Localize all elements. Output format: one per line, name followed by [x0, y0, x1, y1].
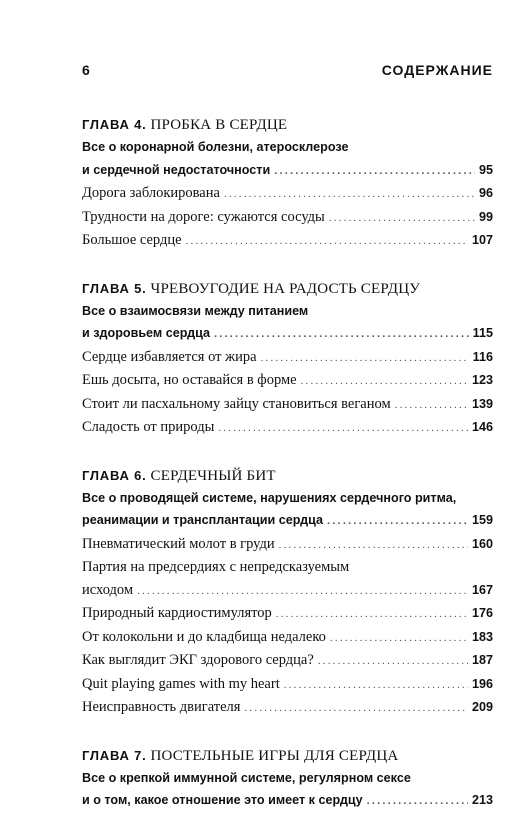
dot-leader — [261, 347, 469, 370]
entry-text: Дорога заблокирована — [82, 185, 220, 201]
toc-chapter — [82, 278, 493, 440]
chapter-summary-line — [82, 136, 493, 159]
entry-text: Пневматический молот в груди — [82, 535, 275, 552]
dot-leader — [395, 394, 468, 417]
page-ref: 167 — [471, 582, 493, 597]
chapter-summary-line — [82, 509, 493, 533]
toc-entry[interactable] — [82, 626, 493, 650]
page-ref: 159 — [471, 513, 493, 527]
dot-leader — [329, 207, 475, 230]
chapter-title: ЧРЕВОУГОДИЕ НА РАДОСТЬ СЕРДЦУ — [150, 280, 421, 297]
page-ref: 209 — [471, 700, 493, 714]
page-ref: 96 — [478, 186, 493, 200]
toc-entry[interactable] — [82, 649, 493, 673]
toc-entry[interactable] — [82, 696, 493, 720]
dot-leader — [186, 230, 468, 253]
entry-text: Как выглядит ЭКГ здорового сердца? — [82, 652, 314, 668]
entry-text: Большое сердце — [82, 232, 182, 248]
entry-text: Трудности на дороге: сужаются сосуды — [82, 208, 325, 225]
toc-entry[interactable] — [82, 369, 493, 393]
summary-text: и здоровьем сердца — [82, 326, 210, 340]
chapter-heading — [82, 278, 493, 300]
page-ref: 187 — [471, 653, 493, 667]
page-ref: 213 — [471, 793, 493, 807]
page-ref: 115 — [472, 326, 493, 340]
chapter-summary-line — [82, 487, 493, 510]
chapter-heading — [82, 465, 493, 487]
chapter-label: ГЛАВА 5. — [82, 280, 147, 296]
chapter-summary-line — [82, 300, 493, 323]
entry-text: От колокольни и до кладбища недалеко — [82, 628, 326, 645]
dot-leader — [276, 603, 468, 626]
chapter-label: ГЛАВА 7. — [82, 747, 147, 763]
chapter-label: ГЛАВА 4. — [82, 117, 147, 132]
page-ref: 139 — [471, 396, 493, 411]
toc-entry[interactable] — [82, 206, 493, 230]
summary-text: и о том, какое отношение это имеет к сердцу — [82, 793, 363, 807]
entry-text: Неисправность двигателя — [82, 699, 241, 715]
chapter-title: ПОСТЕЛЬНЫЕ ИГРЫ ДЛЯ СЕРДЦА — [150, 747, 399, 764]
toc-entry[interactable] — [82, 346, 493, 370]
entry-text: Сладость от природы — [82, 419, 215, 435]
toc-entry[interactable] — [82, 602, 493, 626]
chapter-summary-line — [82, 159, 493, 183]
summary-text: Все о крепкой иммунной системе, регулярном сексе — [82, 770, 411, 785]
summary-text: реанимации и трансплантации сердца — [82, 513, 324, 527]
page-ref: 123 — [471, 373, 493, 387]
dot-leader — [318, 650, 468, 673]
dot-leader — [367, 790, 468, 813]
dot-leader — [301, 370, 468, 393]
entry-text: Ешь досыта, но оставайся в форме — [82, 372, 297, 388]
entry-text: Природный кардиостимулятор — [82, 605, 272, 621]
page-ref: 146 — [471, 420, 493, 434]
toc-entry[interactable] — [82, 533, 493, 557]
summary-text: Все о проводящей системе, нарушениях сердечного ритма, — [82, 490, 457, 505]
page-ref: 99 — [478, 209, 493, 224]
entry-text: Сердце избавляется от жира — [82, 348, 257, 365]
toc-entry[interactable] — [82, 416, 493, 440]
chapter-title: ПРОБКА В СЕРДЦЕ — [150, 117, 288, 133]
dot-leader — [284, 674, 468, 697]
dot-leader — [244, 697, 468, 720]
section-title: СОДЕРЖАНИЕ — [381, 62, 493, 78]
chapter-title: СЕРДЕЧНЫЙ БИТ — [150, 467, 276, 484]
dot-leader — [137, 580, 468, 603]
toc-entry[interactable] — [82, 182, 493, 206]
dot-leader — [274, 160, 475, 183]
page-ref: 107 — [471, 233, 493, 247]
dot-leader — [218, 417, 468, 440]
page-ref: 196 — [471, 676, 493, 691]
chapter-summary-line — [82, 322, 493, 346]
chapter-heading — [82, 745, 493, 767]
dot-leader — [224, 183, 475, 206]
chapter-summary-line — [82, 767, 493, 790]
toc-list — [82, 114, 493, 813]
toc-entry[interactable] — [82, 579, 493, 603]
dot-leader — [279, 534, 468, 557]
toc-page — [82, 62, 493, 813]
toc-entry[interactable] — [82, 393, 493, 417]
toc-chapter — [82, 114, 493, 253]
toc-entry-line[interactable] — [82, 556, 493, 579]
toc-entry[interactable] — [82, 229, 493, 253]
page-ref: 183 — [471, 629, 493, 644]
toc-entry[interactable] — [82, 673, 493, 697]
page-number: 6 — [82, 62, 91, 78]
page-ref: 95 — [478, 162, 493, 177]
running-head — [82, 62, 493, 86]
page-ref: 116 — [472, 349, 493, 364]
chapter-summary-line — [82, 789, 493, 813]
entry-text: Quit playing games with my heart — [82, 675, 280, 692]
chapter-heading — [82, 114, 493, 136]
entry-text: Партия на предсердиях с непредсказуемым — [82, 559, 350, 575]
toc-chapter — [82, 465, 493, 720]
page-ref: 176 — [471, 606, 493, 620]
entry-text: исходом — [82, 581, 134, 598]
toc-chapter — [82, 745, 493, 813]
dot-leader — [330, 627, 468, 650]
summary-text: Все о коронарной болезни, атеросклерозе — [82, 140, 349, 154]
dot-leader — [214, 323, 469, 346]
summary-text: и сердечной недостаточности — [82, 162, 271, 177]
entry-text: Стоит ли пасхальному зайцу становиться веганом — [82, 395, 391, 412]
page-ref: 160 — [471, 536, 493, 551]
dot-leader — [327, 510, 468, 533]
chapter-label: ГЛАВА 6. — [82, 467, 147, 483]
summary-text: Все о взаимосвязи между питанием — [82, 303, 309, 318]
